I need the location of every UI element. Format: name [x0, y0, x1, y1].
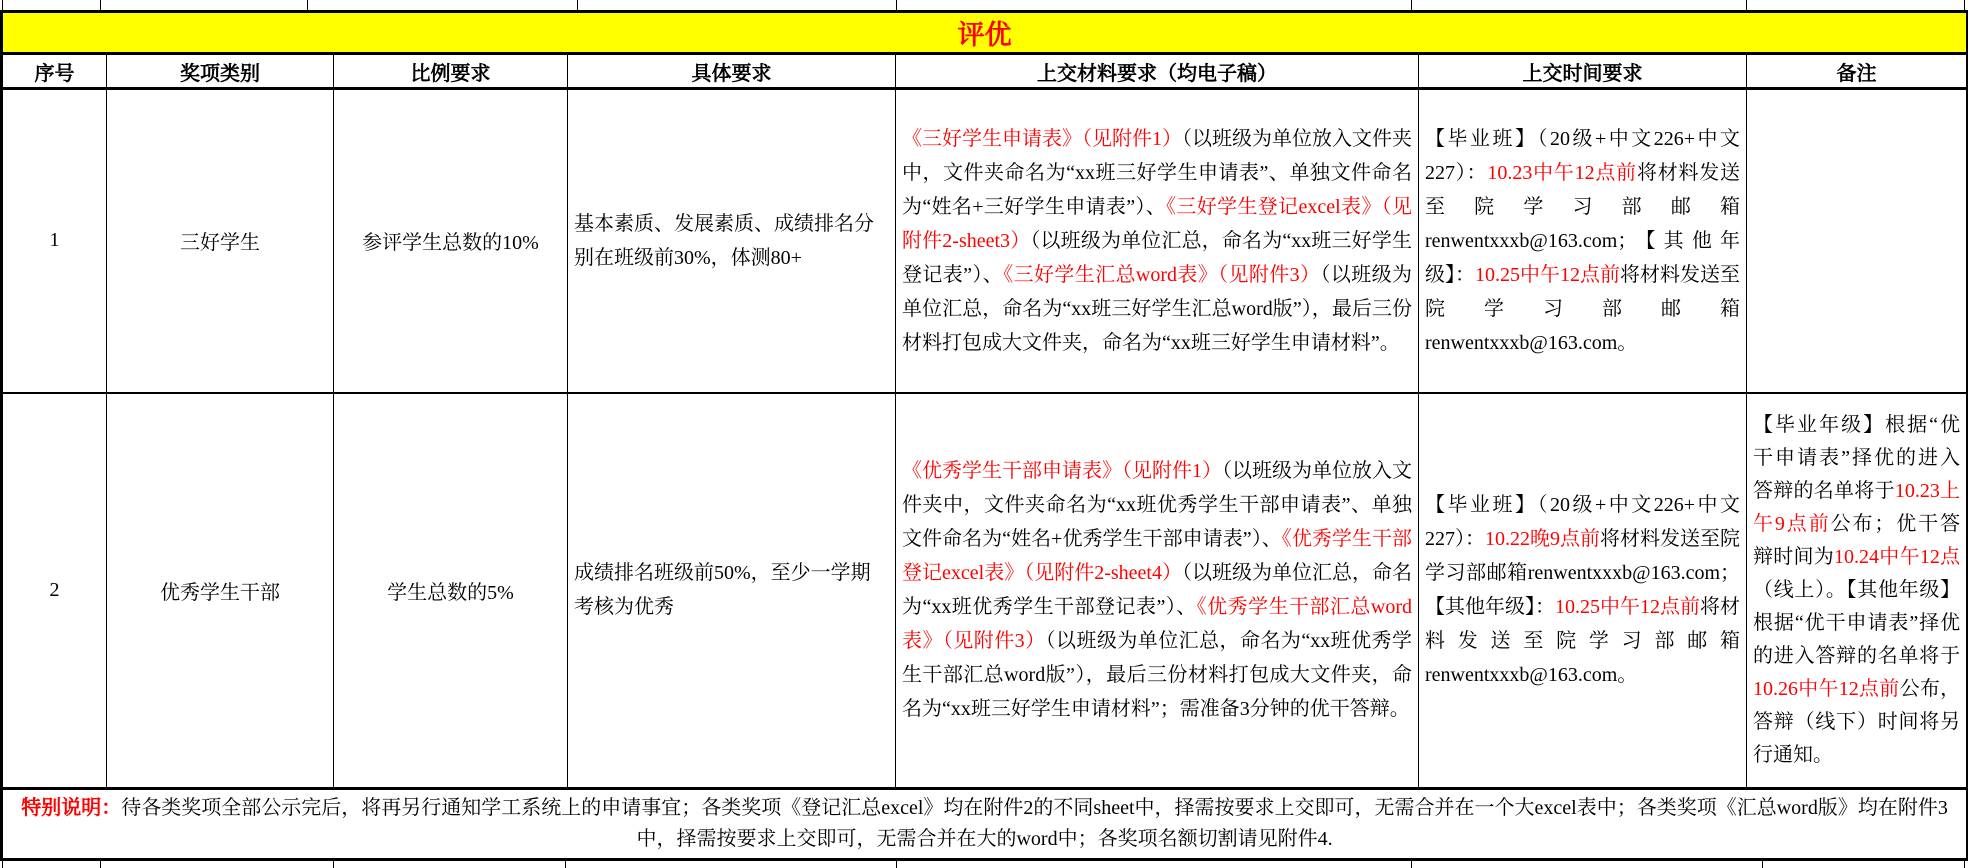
- gridline-stub: [1411, 861, 1412, 868]
- col-header-remark: 备注: [1747, 54, 1968, 89]
- gridline-stub: [2, 861, 3, 868]
- section-title-banner: 评优: [2, 12, 1968, 54]
- gridline-stub: [1762, 861, 1763, 868]
- table-header-row: [2, 54, 1968, 89]
- cell-requirement: 成绩排名班级前50%，至少一学期考核为优秀: [568, 393, 896, 789]
- gridline-stub: [100, 861, 101, 868]
- adjacent-row-bottom-partial: [0, 861, 1966, 868]
- highlighted-text: 10.23中午12点前: [1487, 161, 1637, 184]
- highlighted-text: 10.25中午12点前: [1555, 596, 1700, 619]
- special-note-text: [2, 789, 1968, 860]
- text-segment: （以班级为单位汇总，命名为“xx班三好学生登记表”）、: [902, 229, 1412, 286]
- highlighted-text: 《优秀学生干部登记excel表》（见附件2-sheet4）: [902, 528, 1412, 585]
- text-segment: 【毕业年级】根据“优干申请表”择优的进入答辩的名单将于: [1753, 413, 1961, 502]
- gridline-stub: [100, 0, 101, 10]
- highlighted-text: 10.22晚9点前: [1485, 528, 1600, 551]
- highlighted-text: 《三好学生登记excel表》（见附件2-sheet3）: [902, 195, 1412, 252]
- gridline-stub: [1411, 0, 1412, 10]
- cell-category: 优秀学生干部: [107, 393, 334, 789]
- highlighted-text: 《优秀学生干部申请表》（见附件1）: [902, 460, 1222, 483]
- cell-remark: [1747, 393, 1968, 789]
- highlighted-text: 《三好学生申请表》（见附件1）: [902, 127, 1182, 150]
- text-segment: 将材料发送至院学习部邮箱renwentxxxb@163.com；【其他年级】：: [1425, 161, 1741, 286]
- gridline-stub: [307, 0, 308, 10]
- col-header-no: 序号: [2, 54, 107, 89]
- col-header-time: 上交时间要求: [1419, 54, 1747, 89]
- cell-materials: [896, 89, 1419, 393]
- table-row-1: [2, 89, 1968, 393]
- award-evaluation-table: [0, 10, 1968, 861]
- cell-time: [1419, 89, 1747, 393]
- col-header-requirement: 具体要求: [568, 54, 896, 89]
- special-note-row: [2, 789, 1968, 860]
- highlighted-text: 《优秀学生干部汇总word表》（见附件3）: [902, 596, 1412, 653]
- highlighted-text: 10.23上午9点前: [1753, 479, 1961, 535]
- cell-requirement: 基本素质、发展素质、成绩排名分别在班级前30%，体测80+: [568, 89, 896, 393]
- text-segment: 公布；优干答辩时间为: [1753, 512, 1961, 568]
- text-segment: 将材料发送至院学习部邮箱renwentxxxb@163.com。: [1425, 263, 1740, 354]
- text-segment: （以班级为单位放入文件夹中，文件夹命名为“xx班三好学生申请表”、单独文件命名为“姓名+三好学生申请表”）、: [902, 127, 1412, 218]
- gridline-stub: [1964, 0, 1965, 10]
- gridline-stub: [565, 861, 566, 868]
- text-segment: （线上）。【其他年级】根据“优干申请表”择优的进入答辩的名单将于: [1753, 578, 1961, 667]
- cell-category: 三好学生: [107, 89, 334, 393]
- text-segment: 公布，答辩（线下）时间将另行通知。: [1753, 677, 1961, 766]
- cell-ratio: 学生总数的5%: [334, 393, 568, 789]
- gridline-stub: [896, 0, 897, 10]
- gridline-stub: [1746, 0, 1747, 10]
- gridline-stub: [577, 0, 578, 10]
- text-segment: （以班级为单位汇总，命名为“xx班优秀学生干部登记表”）、: [902, 562, 1412, 619]
- highlighted-text: 特别说明：: [21, 797, 122, 819]
- cell-time: [1419, 393, 1747, 789]
- cell-no: 2: [2, 393, 107, 789]
- table-row-2: [2, 393, 1968, 789]
- text-segment: 将材料发送至院学习部邮箱renwentxxxb@163.com；【其他年级】：: [1425, 528, 1740, 619]
- text-segment: 【毕业班】（20级+中文226+中文227）：: [1425, 127, 1740, 184]
- cell-no: 1: [2, 89, 107, 393]
- gridline-stub: [1964, 861, 1965, 868]
- col-header-category: 奖项类别: [107, 54, 334, 89]
- highlighted-text: 10.24中午12点: [1834, 545, 1961, 568]
- cell-ratio: 参评学生总数的10%: [334, 89, 568, 393]
- gridline-stub: [896, 861, 897, 868]
- highlighted-text: 10.26中午12点前: [1753, 677, 1900, 700]
- col-header-materials: 上交材料要求（均电子稿）: [896, 54, 1419, 89]
- text-segment: 待各类奖项全部公示完后，将再另行通知学工系统上的申请事宜；各类奖项《登记汇总excel》均在附件2的不同sheet中，择需按要求上交即可，无需合并在一个大excel表中；各类奖项《汇总word版》均在附件3中，择需按要求上交即可，无需合并在大的word中；各奖项名额切割请见附件4.: [121, 797, 1948, 850]
- text-segment: （以班级为单位放入文件夹中，文件夹命名为“xx班优秀学生干部申请表”、单独文件命名为“姓名+优秀学生干部申请表”）、: [902, 460, 1412, 551]
- text-segment: 将材料发送至院学习部邮箱renwentxxxb@163.com。: [1425, 596, 1740, 687]
- highlighted-text: 《三好学生汇总word表》（见附件3）: [1003, 263, 1321, 286]
- adjacent-row-top-partial: [0, 0, 1966, 10]
- cell-remark: [1747, 89, 1968, 393]
- cell-materials: [896, 393, 1419, 789]
- gridline-stub: [333, 861, 334, 868]
- text-segment: （以班级为单位汇总，命名为“xx班优秀学生干部汇总word版”），最后三份材料打包成大文件夹，命名为“xx班三好学生申请材料”；需准备3分钟的优干答辩。: [902, 630, 1412, 721]
- text-segment: （以班级为单位汇总，命名为“xx班三好学生汇总word版”），最后三份材料打包成大文件夹，命名为“xx班三好学生申请材料”。: [902, 263, 1412, 354]
- gridline-stub: [2, 0, 3, 10]
- highlighted-text: 10.25中午12点前: [1475, 263, 1620, 286]
- col-header-ratio: 比例要求: [334, 54, 568, 89]
- section-title-row: [2, 12, 1968, 54]
- text-segment: 【毕业班】（20级+中文226+中文227）：: [1425, 494, 1740, 551]
